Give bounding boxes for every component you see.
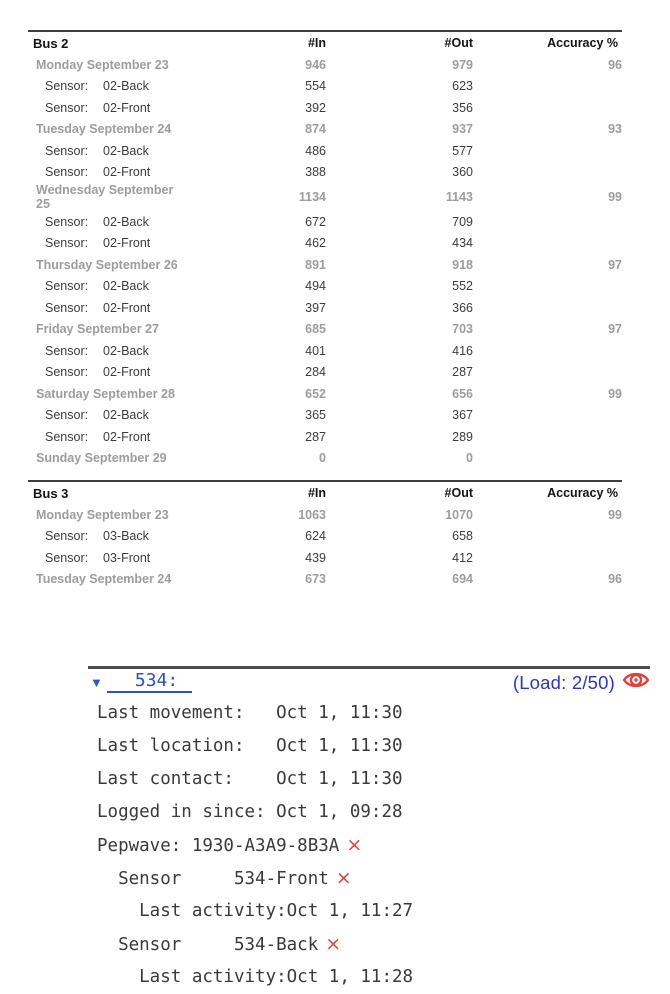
- sensor-prefix: Sensor:: [45, 165, 89, 180]
- sensor-label: [28, 211, 188, 233]
- sensor-name: 02-Back: [103, 79, 149, 94]
- sensor-label: [28, 362, 188, 384]
- in-count: 874: [305, 122, 326, 137]
- in-count: 397: [305, 300, 326, 315]
- sensor-row: [28, 547, 622, 569]
- accuracy-value: [473, 362, 622, 384]
- out-count: 356: [452, 100, 473, 115]
- accuracy-value: [473, 211, 622, 233]
- day-row: [28, 183, 622, 211]
- accuracy-value: 97: [608, 322, 622, 337]
- sensor-label: [28, 162, 188, 184]
- sensor-row: [28, 97, 622, 119]
- accuracy-value: [473, 297, 622, 319]
- sensor-name: 02-Front: [103, 429, 151, 444]
- day-row: [28, 383, 622, 405]
- day-row: [28, 448, 622, 470]
- close-icon[interactable]: ×: [325, 933, 342, 955]
- accuracy-value: 96: [608, 57, 622, 72]
- column-header-accuracy: Accuracy %: [473, 481, 622, 504]
- accuracy-value: [473, 162, 622, 184]
- detail-line-text: Last movement: Oct 1, 11:30: [97, 703, 403, 723]
- sensor-label: [28, 405, 188, 427]
- out-count: 287: [452, 365, 473, 380]
- day-row: [28, 54, 622, 76]
- accuracy-value: 93: [608, 122, 622, 137]
- sensor-prefix: Sensor:: [45, 79, 89, 94]
- accuracy-value: [473, 140, 622, 162]
- sensor-label: [28, 233, 188, 255]
- sensor-label: [28, 526, 188, 548]
- sensor-label: [28, 340, 188, 362]
- in-count: 946: [305, 57, 326, 72]
- bus-title: Bus 2: [28, 31, 188, 54]
- sensor-row: [28, 276, 622, 298]
- day-label: Tuesday September 24: [36, 122, 172, 137]
- out-count: 656: [452, 386, 473, 401]
- accuracy-value: 99: [608, 386, 622, 401]
- out-count: 623: [452, 79, 473, 94]
- day-row: [28, 319, 622, 341]
- detail-line-text: Last activity:Oct 1, 11:28: [97, 967, 414, 987]
- day-label: Monday September 23: [36, 57, 169, 72]
- out-count: 412: [452, 550, 473, 565]
- report-tables: [28, 30, 622, 590]
- out-count: 0: [466, 451, 473, 466]
- detail-line: [97, 829, 650, 862]
- accuracy-value: [473, 76, 622, 98]
- accuracy-value: 97: [608, 257, 622, 272]
- day-label: Thursday September 26: [36, 257, 178, 272]
- sensor-label: [28, 297, 188, 319]
- accuracy-value: [473, 233, 622, 255]
- sensor-row: [28, 426, 622, 448]
- triangle-down-icon[interactable]: ▼: [90, 675, 103, 690]
- in-count: 554: [305, 79, 326, 94]
- sensor-label: [28, 97, 188, 119]
- sensor-row: [28, 405, 622, 427]
- column-header-out: #Out: [326, 481, 473, 504]
- day-row: [28, 254, 622, 276]
- day-label: Saturday September 28: [36, 386, 175, 401]
- sensor-prefix: Sensor:: [45, 343, 89, 358]
- accuracy-value: [473, 547, 622, 569]
- detail-line: [97, 730, 650, 763]
- day-row: [28, 119, 622, 141]
- out-count: 1143: [445, 190, 473, 204]
- sensor-label: [28, 426, 188, 448]
- in-count: 891: [305, 257, 326, 272]
- in-count: 652: [305, 386, 326, 401]
- load-badge: (Load: 2/50): [512, 671, 615, 693]
- day-label: Monday September 23: [36, 507, 169, 522]
- detail-line: [97, 895, 650, 928]
- sensor-row: [28, 297, 622, 319]
- out-count: 937: [452, 122, 473, 137]
- in-count: 439: [305, 550, 326, 565]
- column-header-in: #In: [188, 31, 326, 54]
- accuracy-value: 96: [608, 572, 622, 587]
- in-count: 1063: [298, 507, 326, 522]
- bus-link[interactable]: 534:: [107, 672, 192, 694]
- detail-line: [97, 796, 650, 829]
- in-count: 685: [305, 322, 326, 337]
- sensor-prefix: Sensor:: [45, 550, 89, 565]
- in-count: 0: [319, 451, 326, 466]
- sensor-prefix: Sensor:: [45, 214, 89, 229]
- detail-line-text: Last location: Oct 1, 11:30: [97, 736, 403, 756]
- in-count: 1134: [298, 190, 326, 204]
- sensor-name: 02-Back: [103, 343, 149, 358]
- day-row: [28, 569, 622, 591]
- accuracy-value: [473, 526, 622, 548]
- sensor-prefix: Sensor:: [45, 300, 89, 315]
- in-count: 673: [305, 572, 326, 587]
- sensor-label: [28, 140, 188, 162]
- accuracy-value: [473, 276, 622, 298]
- sensor-row: [28, 340, 622, 362]
- in-count: 388: [305, 165, 326, 180]
- close-icon[interactable]: ×: [346, 834, 363, 856]
- sensor-row: [28, 362, 622, 384]
- out-count: 979: [452, 57, 473, 72]
- sensor-name: 02-Front: [103, 165, 151, 180]
- column-header-accuracy: Accuracy %: [473, 31, 622, 54]
- out-count: 658: [452, 529, 473, 544]
- out-count: 434: [452, 236, 473, 251]
- out-count: 366: [452, 300, 473, 315]
- detail-line: [97, 697, 650, 730]
- sensor-name: 02-Back: [103, 408, 149, 423]
- out-count: 577: [452, 143, 473, 158]
- sensor-name: 02-Front: [103, 300, 151, 315]
- accuracy-value: [473, 426, 622, 448]
- sensor-prefix: Sensor:: [45, 529, 89, 544]
- day-label: Tuesday September 24: [36, 572, 172, 587]
- detail-line-text: Last activity:Oct 1, 11:27: [97, 901, 414, 921]
- in-count: 494: [305, 279, 326, 294]
- sensor-name: 03-Front: [103, 550, 151, 565]
- sensor-row: [28, 76, 622, 98]
- sensor-name: 02-Front: [103, 100, 151, 115]
- out-count: 703: [452, 322, 473, 337]
- in-count: 624: [305, 529, 326, 544]
- bus-report: [28, 30, 622, 590]
- table-header-row: [28, 481, 622, 504]
- sensor-prefix: Sensor:: [45, 429, 89, 444]
- accuracy-value: [473, 448, 622, 470]
- day-label: Wednesday September 25: [36, 183, 174, 211]
- sensor-row: [28, 140, 622, 162]
- table-header-row: [28, 31, 622, 54]
- out-count: 694: [452, 572, 473, 587]
- sensor-name: 02-Back: [103, 279, 149, 294]
- detail-line: [97, 928, 650, 961]
- sensor-name: 03-Back: [103, 529, 149, 544]
- sensor-row: [28, 233, 622, 255]
- in-count: 284: [305, 365, 326, 380]
- accuracy-value: [473, 405, 622, 427]
- out-count: 360: [452, 165, 473, 180]
- accuracy-value: [473, 97, 622, 119]
- detail-line-text: Last contact: Oct 1, 11:30: [97, 769, 403, 789]
- accuracy-value: 99: [608, 507, 622, 522]
- sensor-name: 02-Back: [103, 143, 149, 158]
- sensor-prefix: Sensor:: [45, 279, 89, 294]
- out-count: 367: [452, 408, 473, 423]
- out-count: 709: [452, 214, 473, 229]
- detail-lines: [88, 697, 650, 994]
- sensor-prefix: Sensor:: [45, 236, 89, 251]
- sensor-row: [28, 211, 622, 233]
- bus-table: [28, 480, 622, 590]
- out-count: 1070: [445, 507, 473, 522]
- in-count: 486: [305, 143, 326, 158]
- in-count: 365: [305, 408, 326, 423]
- detail-line-text: Logged in since: Oct 1, 09:28: [97, 802, 403, 822]
- sensor-label: [28, 76, 188, 98]
- detail-line-text: Pepwave: 1930-A3A9-8B3A: [97, 836, 340, 856]
- detail-line: [97, 862, 650, 895]
- accuracy-value: [473, 340, 622, 362]
- column-header-out: #Out: [326, 31, 473, 54]
- in-count: 672: [305, 214, 326, 229]
- day-row: [28, 504, 622, 526]
- bus-title: Bus 3: [28, 481, 188, 504]
- column-header-in: #In: [188, 481, 326, 504]
- out-count: 416: [452, 343, 473, 358]
- detail-line-text: Sensor 534-Back: [97, 935, 319, 955]
- sensor-prefix: Sensor:: [45, 365, 89, 380]
- detail-line: [97, 961, 650, 994]
- sensor-name: 02-Front: [103, 365, 151, 380]
- in-count: 287: [305, 429, 326, 444]
- eye-icon[interactable]: [622, 668, 650, 697]
- sensor-name: 02-Front: [103, 236, 151, 251]
- day-label: Friday September 27: [36, 322, 159, 337]
- sensor-name: 02-Back: [103, 214, 149, 229]
- sensor-label: [28, 276, 188, 298]
- bus-detail-panel: [88, 666, 650, 994]
- out-count: 918: [452, 257, 473, 272]
- out-count: 289: [452, 429, 473, 444]
- in-count: 401: [305, 343, 326, 358]
- detail-line-text: Sensor 534-Front: [97, 869, 329, 889]
- in-count: 462: [305, 236, 326, 251]
- sensor-prefix: Sensor:: [45, 100, 89, 115]
- sensor-row: [28, 162, 622, 184]
- detail-panel-header: [88, 669, 650, 696]
- close-icon[interactable]: ×: [335, 867, 352, 889]
- out-count: 552: [452, 279, 473, 294]
- in-count: 392: [305, 100, 326, 115]
- accuracy-value: 99: [608, 190, 622, 204]
- sensor-row: [28, 526, 622, 548]
- sensor-prefix: Sensor:: [45, 408, 89, 423]
- day-label: Sunday September 29: [36, 451, 167, 466]
- sensor-prefix: Sensor:: [45, 143, 89, 158]
- sensor-label: [28, 547, 188, 569]
- bus-table: [28, 30, 622, 469]
- detail-line: [97, 763, 650, 796]
